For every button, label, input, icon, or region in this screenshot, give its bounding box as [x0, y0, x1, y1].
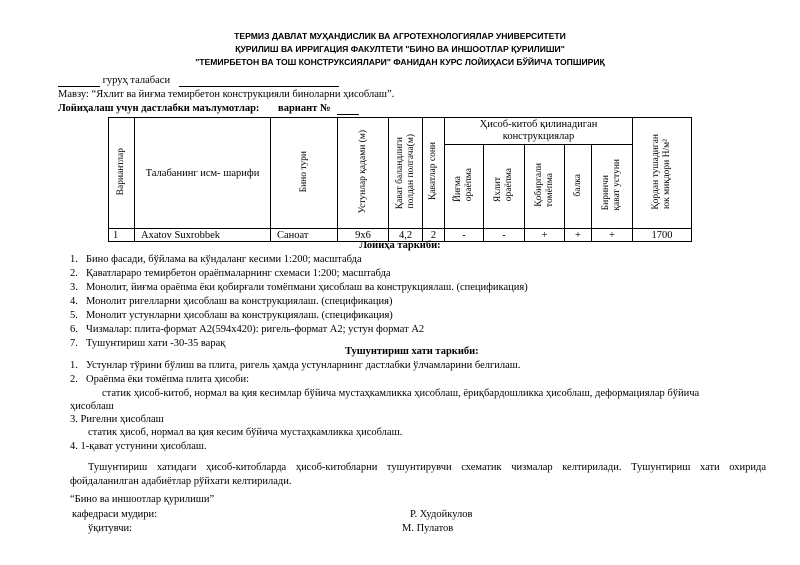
list-item: 4. Монолит ригелларни ҳисоблаш ва конструкциялаш. (спецификация) [70, 296, 393, 307]
cell-column-step: 9x6 [338, 229, 389, 242]
group-label: гуруҳ талабаси [102, 75, 171, 86]
topic: Мавзу: “Яхлит ва йиғма темирбетон конструкцияли биноларни ҳисоблаш”. [58, 89, 395, 100]
explanation-item-3: 3. Ригелни ҳисоблаш [70, 414, 164, 425]
col-header-monolithic: Яхлитораёпма [484, 145, 525, 229]
student-line [58, 75, 339, 87]
initial-data-table [108, 117, 692, 242]
explanation-title: Тушунтириш хати таркиби: [345, 346, 479, 357]
department-head-label: кафедраси мудири: [72, 509, 158, 520]
course-title: "ТЕМИРБЕТОН ВА ТОШ КОНСТРУКСИЯЛАРИ" ФАНИДАН КУРС ЛОЙИҲАСИ БЎЙИЧА ТОПШИРИҚ [195, 57, 605, 67]
teacher-name: М. Пулатов [402, 523, 454, 534]
col-header-name: Талабанинг исм- шарифи [135, 118, 271, 229]
cell-first-column: + [592, 229, 633, 242]
cell-variant: 1 [109, 229, 135, 242]
explanation-item-1: 1. Устунлар тўрини бўлиш ва плита, ригель ҳамда устунларнинг дастлабки ўлчамларини белгилаш. [70, 360, 521, 371]
cell-snow-load: 1700 [633, 229, 692, 242]
col-header-variant: Вариантлар [109, 118, 135, 229]
university-title: ТЕРМИЗ ДАВЛАТ МУҲАНДИСЛИК ВА АГРОТЕХНОЛОГИЯЛАР УНИВЕРСИТЕТИ [234, 31, 566, 41]
list-item: 1. Бино фасади, бўйлама ва кўндаланг кесими 1:200; масштабда [70, 254, 362, 265]
col-header-column-step: Устунлар қадами (м) [338, 118, 389, 229]
department-head-name: Р. Худойкулов [410, 509, 473, 520]
cell-floors: 2 [423, 229, 445, 242]
col-header-rib: Қобиргалитомёпма [525, 145, 565, 229]
col-header-floor-height: Қават баландлигиполдан полгача(м) [389, 118, 423, 229]
col-header-prefab: Йиғмаораёпма [445, 145, 484, 229]
col-header-calc-group: Ҳисоб-китоб қилинадиган конструкциялар [445, 118, 633, 145]
list-item: 7. Тушунтириш хати -30-35 варақ [70, 338, 226, 349]
explanation-item-2-detail: статик ҳисоб-китоб, нормал ва қия кесимлар бўйича мустаҳкамликка ҳисоблаш, ёриқбардошликка ҳисоблаш, деформациялар бўйича [102, 388, 700, 399]
col-header-snow-load: Қордан тушадиганюк миқдори Н/м² [633, 118, 692, 229]
list-item: 2. Қаватлараро темирбетон ораёпмаларнинг схемаси 1:200; масштабда [70, 268, 391, 279]
department-name: “Бино ва иншоотлар қурилиши” [70, 494, 215, 505]
faculty-title: ҚУРИЛИШ ВА ИРРИГАЦИЯ ФАКУЛТЕТИ "БИНО ВА ИНШООТЛАР ҚУРИЛИШИ" [235, 44, 565, 54]
list-item: 5. Монолит устунларни ҳисоблаш ва конструкциялаш. (спецификация) [70, 310, 393, 321]
col-header-building-type: Бино тури [271, 118, 338, 229]
col-header-beam: балка [565, 145, 592, 229]
project-content-list [70, 253, 528, 351]
cell-beam: + [565, 229, 592, 242]
cell-rib: + [525, 229, 565, 242]
project-content-title: Лойиҳа таркиби: [359, 240, 441, 251]
teacher-label: ўқитувчи: [88, 523, 133, 534]
cell-floor-height: 4,2 [389, 229, 423, 242]
initial-data-line [58, 103, 359, 115]
cell-building-type: Саноат [271, 229, 338, 242]
cell-name: Axatov Suxrobbek [135, 229, 271, 242]
student-name-blank[interactable] [179, 75, 339, 87]
initial-data-label: Лойиҳалаш учун дастлабки маълумотлар: [58, 103, 260, 114]
explanation-item-2-detail-cont: ҳисоблаш [70, 401, 114, 412]
list-item: 6. Чизмалар: плита-формат А2(594х420): ригель-формат А2; устун формат А2 [70, 324, 425, 335]
group-blank[interactable] [58, 75, 100, 87]
variant-label: вариант № [278, 103, 331, 114]
explanation-item-2: 2. Ораёпма ёки томёпма плита ҳисоби: [70, 374, 250, 385]
col-header-floors: Қаватлар сони [423, 118, 445, 229]
cell-prefab: - [445, 229, 484, 242]
explanation-item-4: 4. 1-қават устунини ҳисоблаш. [70, 441, 207, 452]
explanation-paragraph: Тушунтириш хатидаги ҳисоб-китобларда ҳисоб-китобларни тушунтирувчи схематик чизмалар келтирилади. Тушунтириш хати охирида фойдаланилган адабиётлар рўйхати келтирилади. [70, 462, 766, 487]
variant-blank[interactable] [337, 103, 359, 115]
cell-monolithic: - [484, 229, 525, 242]
list-item: 3. Монолит, йиғма ораёпма ёки қобирғали томёпмани ҳисоблаш ва конструкциялаш. (спецификация) [70, 282, 528, 293]
col-header-first-column: Биринчиқават устуни [592, 145, 633, 229]
explanation-item-3-detail: статик ҳисоб, нормал ва қия кесим бўйича мустаҳкамликка ҳисоблаш. [88, 427, 403, 438]
